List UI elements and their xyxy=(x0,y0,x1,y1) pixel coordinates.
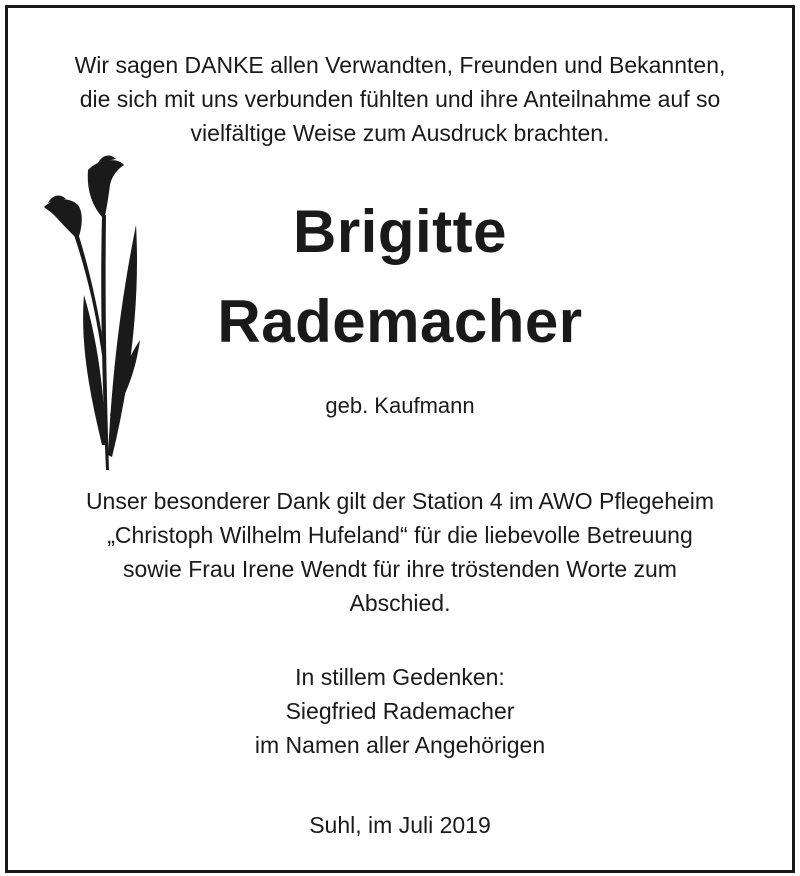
thanks-line: „Christoph Wilhelm Hufeland“ für die liebevolle Betreuung xyxy=(107,522,693,548)
thanks-line: Abschied. xyxy=(349,590,451,616)
deceased-first-name: Brigitte xyxy=(293,198,507,265)
memory-line: In stillem Gedenken: xyxy=(295,664,505,690)
memory-line: Siegfried Rademacher xyxy=(285,698,515,724)
memory-text xyxy=(0,660,800,762)
thanks-line: sowie Frau Irene Wendt für ihre tröstenden Worte zum xyxy=(123,556,677,582)
place-date: Suhl, im Juli 2019 xyxy=(309,812,491,838)
thanks-text xyxy=(0,484,800,620)
deceased-last-name: Rademacher xyxy=(217,288,583,355)
memory-line: im Namen aller Angehörigen xyxy=(254,732,546,758)
intro-line: Wir sagen DANKE allen Verwandten, Freunden und Bekannten, xyxy=(74,52,726,78)
intro-line: die sich mit uns verbunden fühlten und ihre Anteilnahme auf so xyxy=(79,86,721,112)
thanks-line: Unser besonderer Dank gilt der Station 4 im AWO Pflegeheim xyxy=(85,488,715,514)
intro-text xyxy=(0,48,800,150)
intro-line: vielfältige Weise zum Ausdruck brachten. xyxy=(190,120,610,146)
maiden-name: geb. Kaufmann xyxy=(325,393,475,418)
